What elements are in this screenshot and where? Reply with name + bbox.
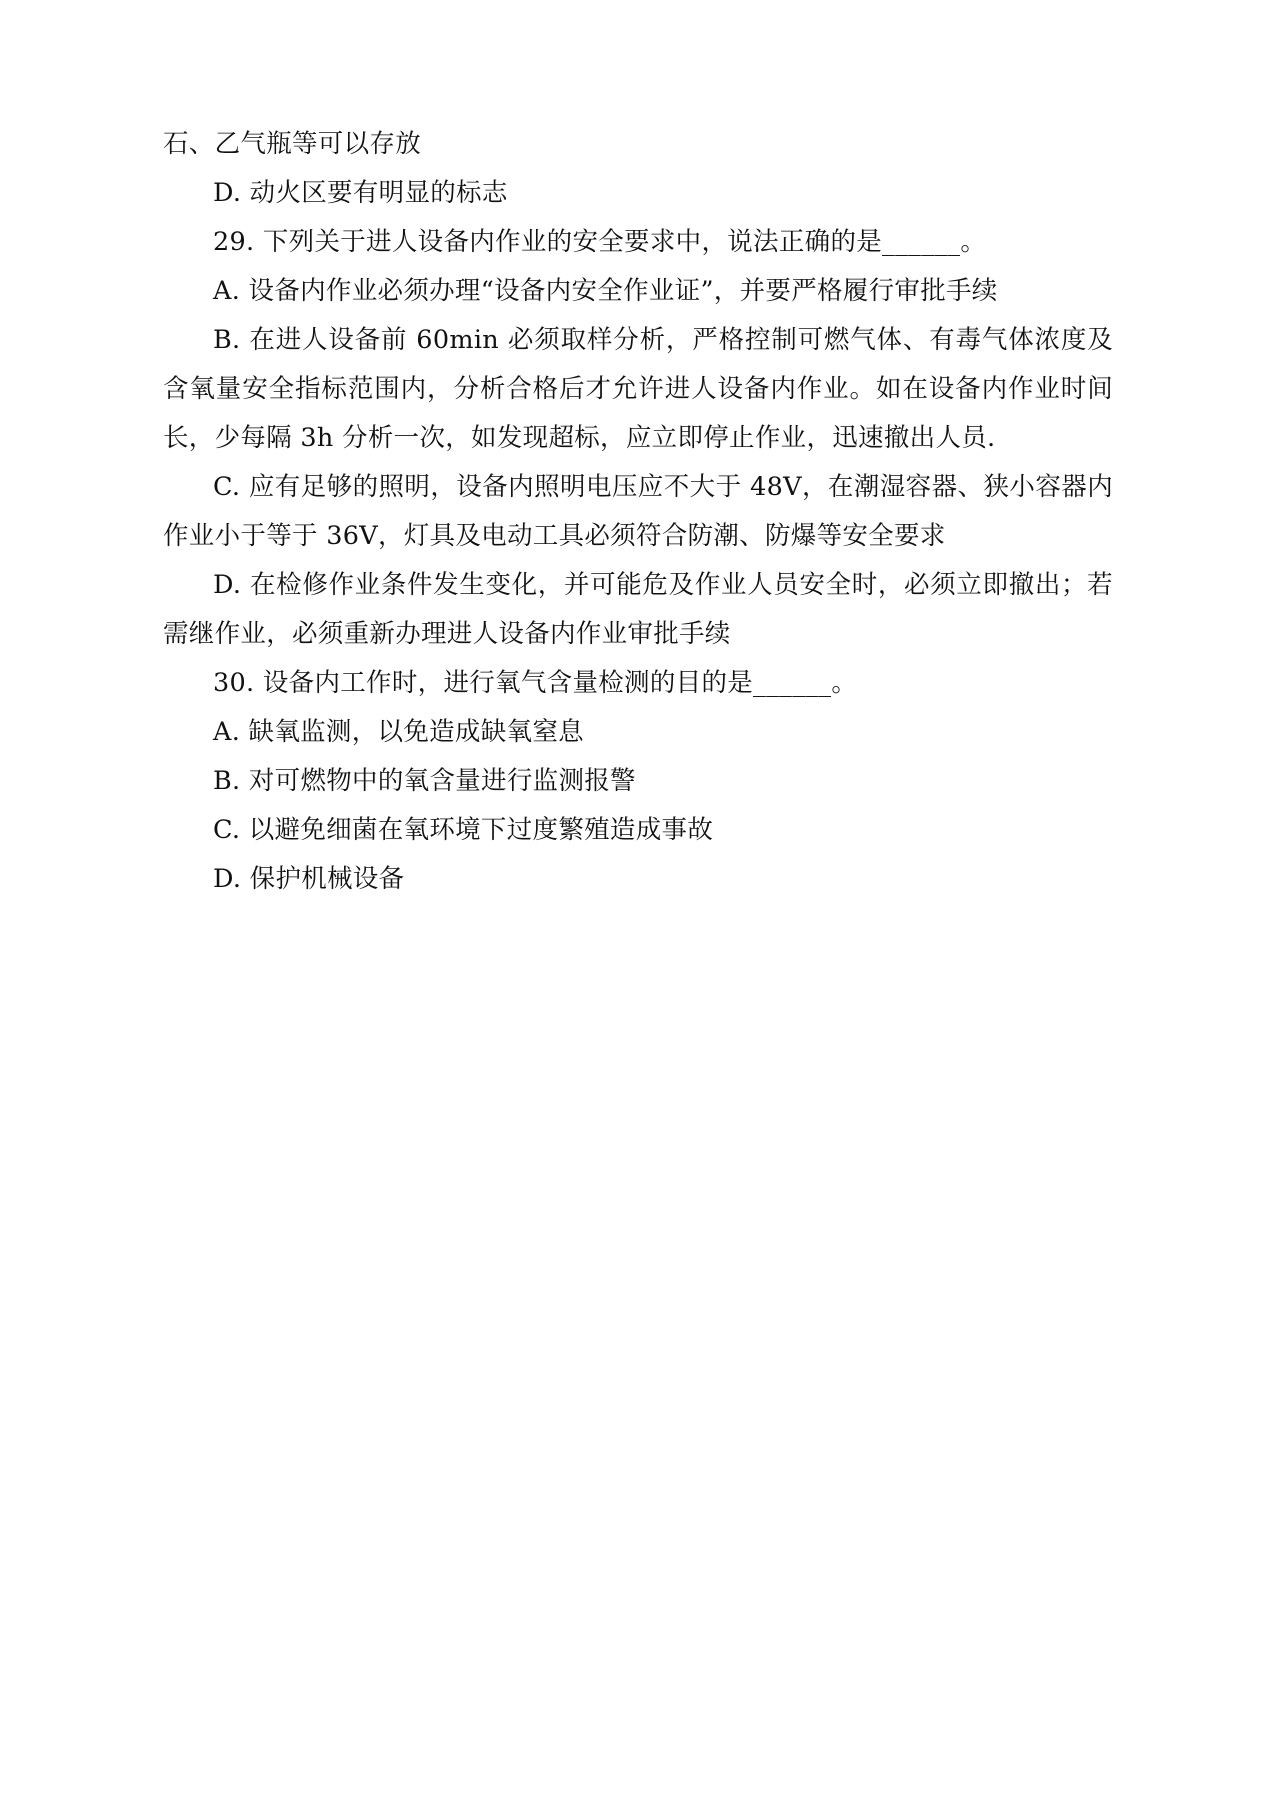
- question-30-option-c: C. 以避免细菌在氧环境下过度繁殖造成事故: [213, 815, 714, 845]
- question-29-option-a: A. 设备内作业必须办理“设备内安全作业证”，并要严格履行审批手续: [213, 276, 998, 306]
- question-30-option-b: B. 对可燃物中的氧含量进行监测报警: [213, 766, 636, 796]
- question-29-stem: 29. 下列关于进人设备内作业的安全要求中，说法正确的是______。: [213, 227, 987, 257]
- question-30-option-a: A. 缺氧监测，以免造成缺氧窒息: [213, 717, 584, 747]
- question-29-option-c: C. 应有足够的照明，设备内照明电压应不大于 48V，在潮湿容器、狭小容器内作业小于等于 36V，灯具及电动工具必须符合防潮、防爆等安全要求: [163, 472, 1113, 551]
- question-29-option-d: D. 在检修作业条件发生变化，并可能危及作业人员安全时，必须立即撤出；若需继作业，必须重新办理进人设备内作业审批手续: [163, 570, 1113, 649]
- document-text-body: [163, 120, 1113, 904]
- question-30-option-d: D. 保护机械设备: [213, 864, 405, 894]
- question-29-option-b: B. 在进人设备前 60min 必须取样分析，严格控制可燃气体、有毒气体浓度及含氧量安全指标范围内，分析合格后才允许进人设备内作业。如在设备内作业时间长，少每隔 3h 分析一次，如发现超标，应立即停止作业，迅速撤出人员.: [163, 325, 1113, 453]
- question-30-stem: 30. 设备内工作时，进行氧气含量检测的目的是______。: [213, 668, 858, 698]
- option-d-question-28: D. 动火区要有明显的标志: [213, 178, 508, 208]
- paragraph-carryover: 石、乙气瓶等可以存放: [163, 129, 422, 159]
